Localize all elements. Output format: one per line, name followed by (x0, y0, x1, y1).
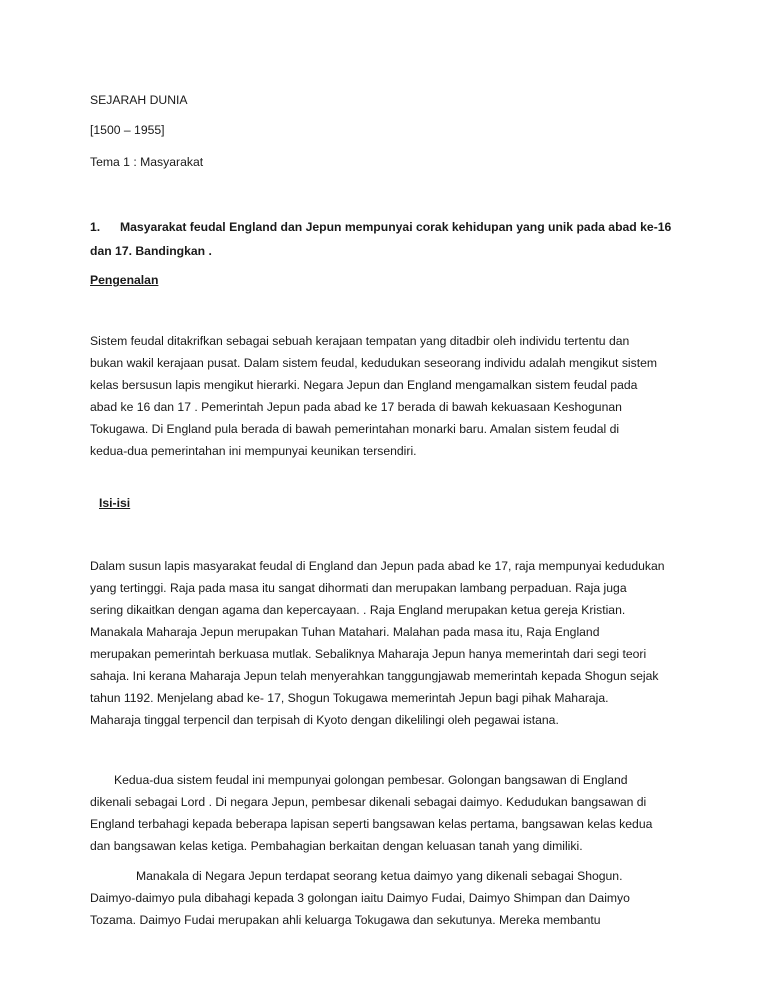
para3-line: Daimyo-daimyo pula dibahagi kepada 3 golongan iaitu Daimyo Fudai, Daimyo Shimpan dan Daimyo (90, 891, 630, 905)
para1-line: merupakan pemerintah berkuasa mutlak. Sebaliknya Maharaja Jepun hanya memerintah dari segi teori (90, 647, 647, 661)
para1-line: Manakala Maharaja Jepun merupakan Tuhan Matahari. Malahan pada masa itu, Raja England (90, 625, 600, 639)
document-title: SEJARAH DUNIA (90, 93, 188, 107)
para1-line: Dalam susun lapis masyarakat feudal di England dan Jepun pada abad ke 17, raja mempunyai kedudukan (90, 559, 665, 573)
para3-line: Tozama. Daimyo Fudai merupakan ahli keluarga Tokugawa dan sekutunya. Mereka membantu (90, 913, 601, 927)
question-line-2: dan 17. Bandingkan . (90, 244, 212, 258)
period-label: [1500 – 1955] (90, 123, 165, 137)
para2-line: England terbahagi kepada beberapa lapisan seperti bangsawan kelas pertama, bangsawan kelas kedua (90, 817, 653, 831)
body-heading: Isi-isi (99, 496, 131, 510)
intro-line: Tokugawa. Di England pula berada di bawah pemerintahan monarki baru. Amalan sistem feudal di (90, 422, 620, 436)
intro-heading: Pengenalan (90, 273, 159, 287)
intro-line: kelas bersusun lapis mengikut hierarki. Negara Jepun dan England mengamalkan sistem feudal pada (90, 378, 638, 392)
question-number: 1. (90, 220, 101, 234)
intro-line: abad ke 16 dan 17 . Pemerintah Jepun pada abad ke 17 berada di bawah kekuasaan Keshogunan (90, 400, 622, 414)
para1-line: yang tertinggi. Raja pada masa itu sangat dihormati dan merupakan lambang perpaduan. Raja juga (90, 581, 627, 595)
para1-line: sering dikaitkan dengan agama dan kepercayaan. . Raja England merupakan ketua gereja Kristian. (90, 603, 626, 617)
question-line-1 (90, 219, 671, 235)
para2-line: dan bangsawan kelas ketiga. Pembahagian berkaitan dengan keluasan tanah yang dimiliki. (90, 839, 583, 853)
intro-line: kedua-dua pemerintahan ini mempunyai keunikan tersendiri. (90, 444, 417, 458)
para2-line: Kedua-dua sistem feudal ini mempunyai golongan pembesar. Golongan bangsawan di England (114, 773, 628, 787)
para1-line: sahaja. Ini kerana Maharaja Jepun telah menyerahkan tanggungjawab memerintah kepada Shogun sejak (90, 669, 659, 683)
intro-line: bukan wakil kerajaan pusat. Dalam sistem feudal, kedudukan seseorang individu adalah mengikut sistem (90, 356, 658, 370)
para3-line: Manakala di Negara Jepun terdapat seorang ketua daimyo yang dikenali sebagai Shogun. (136, 869, 623, 883)
para2-line: dikenali sebagai Lord . Di negara Jepun, pembesar dikenali sebagai daimyo. Kedudukan bangsawan di (90, 795, 647, 809)
question-text-1: Masyarakat feudal England dan Jepun mempunyai corak kehidupan yang unik pada abad ke-16 (120, 220, 672, 234)
theme-label: Tema 1 : Masyarakat (90, 155, 204, 169)
para1-line: tahun 1192. Menjelang abad ke- 17, Shogun Tokugawa memerintah Jepun bagi pihak Maharaja. (90, 691, 609, 705)
para1-line: Maharaja tinggal terpencil dan terpisah di Kyoto dengan dikelilingi oleh pegawai istana. (90, 713, 559, 727)
intro-line: Sistem feudal ditakrifkan sebagai sebuah kerajaan tempatan yang ditadbir oleh individu tertentu dan (90, 334, 630, 348)
